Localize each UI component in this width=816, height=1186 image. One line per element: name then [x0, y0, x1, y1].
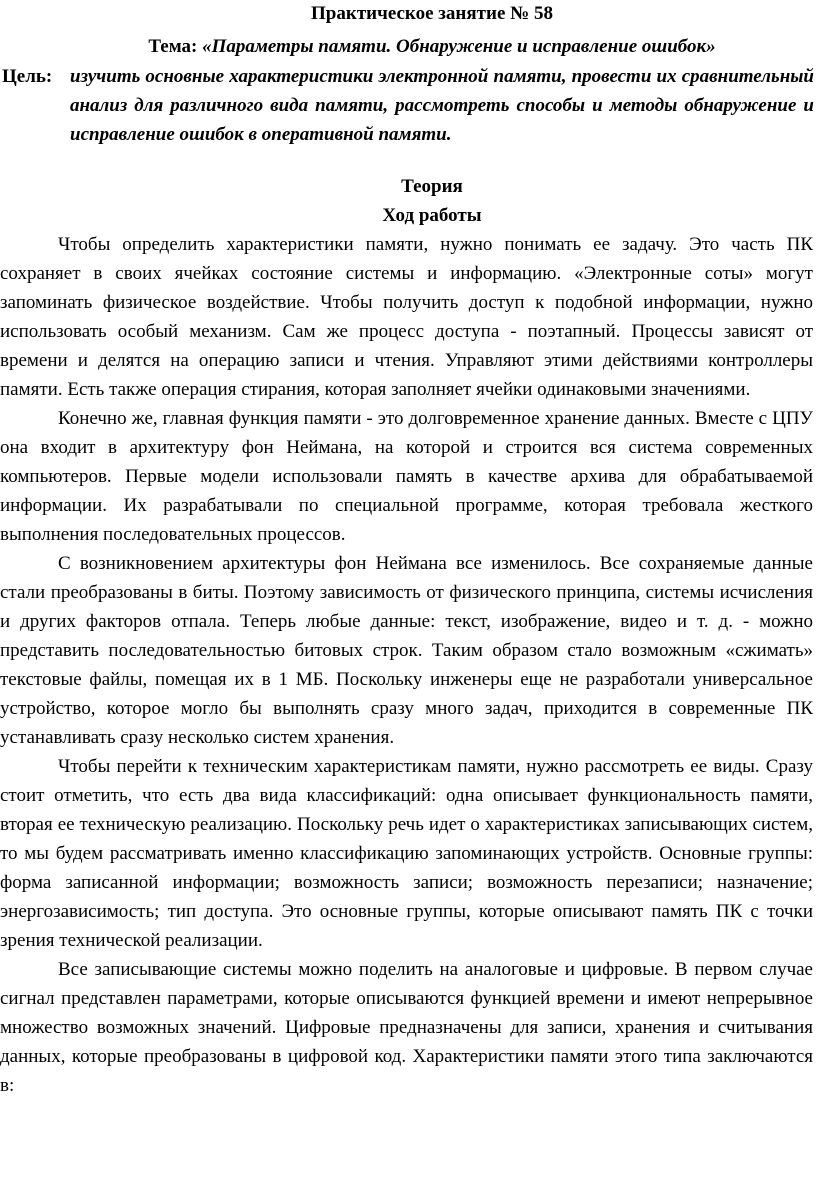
paragraph: Конечно же, главная функция памяти - это долговременное хранение данных. Вместе с ЦПУ она входит в архитектуру фон Неймана, на которой и строится вся система современных компьютеров. Первые модели использовали память в качестве архива для обрабатываемой информации. Их разрабатывали по специальной программе, которая требовала жесткого выполнения последовательных процессов. — [0, 408, 813, 545]
body-text — [0, 230, 813, 1100]
goal-label: Цель: — [2, 66, 53, 87]
paragraph: Чтобы перейти к техническим характеристикам памяти, нужно рассмотреть ее виды. Сразу стоит отметить, что есть два вида классификаций: одна описывает функциональность памяти, вторая ее техническую реализацию. Поскольку речь идет о характеристиках записывающих систем, то мы будем рассматривать именно классификацию запоминающих устройств. Основные группы: форма записанной информации; возможность записи; возможность перезаписи; назначение; энергозависимость; тип доступа. Это основные группы, которые описывают память ПК с точки зрения технической реализации. — [0, 756, 813, 951]
paragraph: Чтобы определить характеристики памяти, нужно понимать ее задачу. Это часть ПК сохраняет в своих ячейках состояние системы и информацию. «Электронные соты» могут запоминать физическое воздействие. Чтобы получить доступ к подобной информации, нужно использовать особый механизм. Сам же процесс доступа - поэтапный. Процессы зависят от времени и делятся на операцию записи и чтения. Управляют этими действиями контроллеры памяти. Есть также операция стирания, которая заполняет ячейки одинаковыми значениями. — [0, 234, 813, 400]
theme-label: Тема: — [148, 36, 203, 57]
lesson-theme — [0, 34, 816, 60]
goal-block — [2, 62, 814, 149]
lesson-title: Практическое занятие № 58 — [311, 3, 553, 24]
theme-value: «Параметры памяти. Обнаружение и исправление ошибок» — [202, 36, 716, 57]
section-heading-theory: Теория — [401, 176, 463, 197]
paragraph: Все записывающие системы можно поделить на аналоговые и цифровые. В первом случае сигнал представлен параметрами, которые описываются функцией времени и имеют непрерывное множество возможных значений. Цифровые предназначены для записи, хранения и считывания данных, которые преобразованы в цифровой код. Характеристики памяти этого типа заключаются в: — [0, 959, 813, 1096]
section-heading-workflow: Ход работы — [382, 205, 482, 226]
paragraph: С возникновением архитектуры фон Неймана все изменилось. Все сохраняемые данные стали преобразованы в биты. Поэтому зависимость от физического принципа, системы исчисления и других факторов отпала. Теперь любые данные: текст, изображение, видео и т. д. - можно представить последовательностью битовых строк. Таким образом стало возможным «сжимать» текстовые файлы, помещая их в 1 МБ. Поскольку инженеры еще не разработали универсальное устройство, которое могло бы выполнять сразу много задач, приходится в современные ПК устанавливать сразу несколько систем хранения. — [0, 553, 813, 748]
goal-text: изучить основные характеристики электронной памяти, провести их сравнительный анализ для различного вида памяти, рассмотреть способы и методы обнаружение и исправление ошибок в оперативной памяти. — [70, 66, 814, 145]
